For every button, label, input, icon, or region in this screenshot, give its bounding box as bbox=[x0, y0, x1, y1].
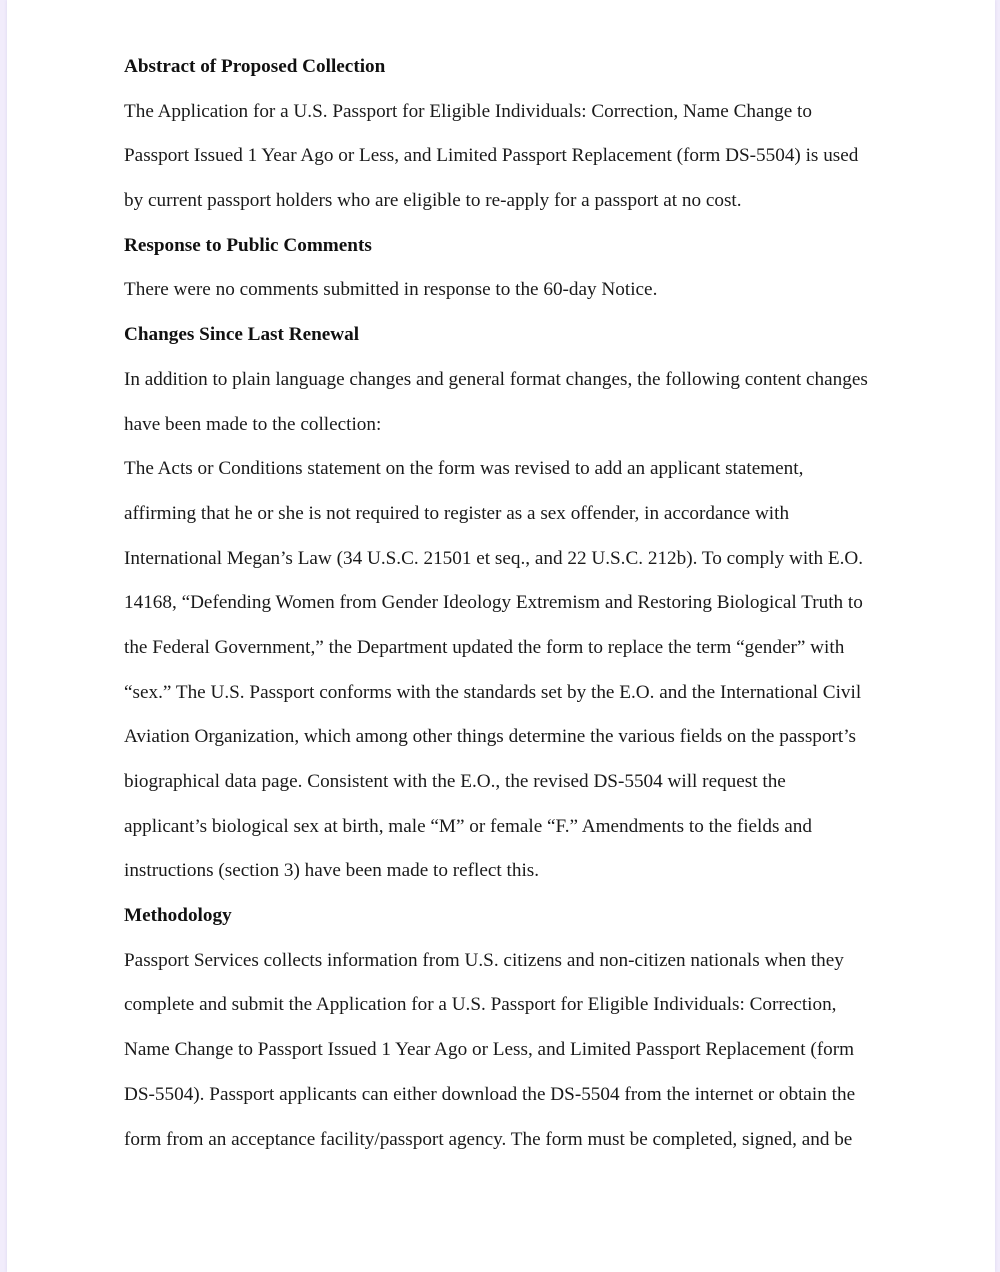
paragraph-line: “sex.” The U.S. Passport conforms with the standards set by the E.O. and the International Civil bbox=[124, 681, 862, 703]
paragraph-line: complete and submit the Application for a U.S. Passport for Eligible Individuals: Correction, bbox=[124, 994, 837, 1016]
paragraph-line: There were no comments submitted in response to the 60-day Notice. bbox=[124, 279, 658, 301]
paragraph-line: instructions (section 3) have been made to reflect this. bbox=[124, 860, 540, 882]
paragraph-line: Aviation Organization, which among other things determine the various fields on the passport’s bbox=[124, 726, 856, 748]
section-heading-methodology: Methodology bbox=[124, 905, 232, 927]
paragraph-line: In addition to plain language changes and general format changes, the following content changes bbox=[124, 368, 868, 390]
paragraph-line: form from an acceptance facility/passport agency. The form must be completed, signed, and be bbox=[124, 1128, 853, 1150]
paragraph-line: affirming that he or she is not required to register as a sex offender, in accordance with bbox=[124, 502, 790, 524]
paragraph-line: Passport Issued 1 Year Ago or Less, and Limited Passport Replacement (form DS-5504) is used bbox=[124, 145, 859, 167]
paragraph-line: International Megan’s Law (34 U.S.C. 21501 et seq., and 22 U.S.C. 212b). To comply with E.O. bbox=[124, 547, 864, 569]
section-heading-changes: Changes Since Last Renewal bbox=[124, 324, 360, 346]
paragraph-line: Name Change to Passport Issued 1 Year Ago or Less, and Limited Passport Replacement (form bbox=[124, 1039, 855, 1061]
document-body bbox=[124, 52, 904, 1169]
paragraph-line: have been made to the collection: bbox=[124, 413, 382, 435]
paragraph-line: The Application for a U.S. Passport for Eligible Individuals: Correction, Name Change to bbox=[124, 100, 812, 122]
paragraph-line: by current passport holders who are eligible to re-apply for a passport at no cost. bbox=[124, 190, 742, 212]
paragraph-line: DS-5504). Passport applicants can either download the DS-5504 from the internet or obtain the bbox=[124, 1083, 856, 1105]
section-heading-public-comments: Response to Public Comments bbox=[124, 234, 372, 256]
paragraph-line: The Acts or Conditions statement on the form was revised to add an applicant statement, bbox=[124, 458, 804, 480]
paragraph-line: Passport Services collects information from U.S. citizens and non-citizen nationals when they bbox=[124, 949, 844, 971]
paragraph-line: 14168, “Defending Women from Gender Ideology Extremism and Restoring Biological Truth to bbox=[124, 592, 863, 614]
document-page bbox=[7, 0, 995, 1272]
paragraph-line: applicant’s biological sex at birth, male “M” or female “F.” Amendments to the fields and bbox=[124, 815, 812, 837]
paragraph-line: the Federal Government,” the Department updated the form to replace the term “gender” with bbox=[124, 636, 845, 658]
paragraph-line: biographical data page. Consistent with the E.O., the revised DS-5504 will request the bbox=[124, 771, 786, 792]
section-heading-abstract: Abstract of Proposed Collection bbox=[124, 56, 386, 77]
